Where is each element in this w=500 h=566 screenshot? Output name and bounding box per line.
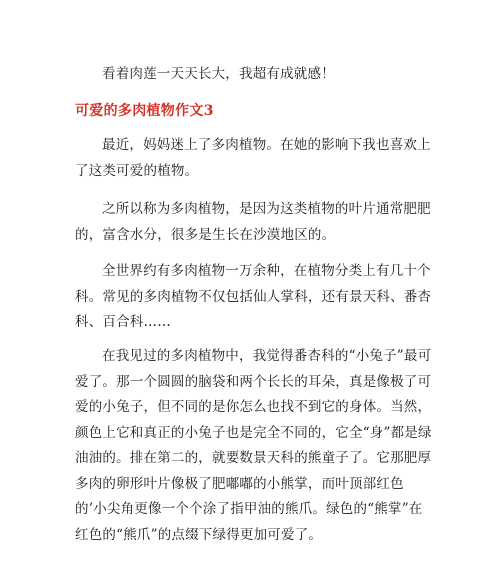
paragraph-4: 在我见过的多肉植物中，我觉得番杏科的“小兔子”最可爱了。那一个圆圆的脑袋和两个长长的耳朵，真是像极了可爱的小兔子，但不同的是你怎么也找不到它的身体。当然，颜色上它和真正的小兔子也是完全不同的，它全“身”都是绿油油的。排在第二的，就要数景天科的熊童子了。它那肥厚多肉的卵形叶片像极了肥嘟嘟的小熊掌，而叶顶部红色的’小尖角更像一个个涂了指甲油的熊爪。绿色的“熊掌”在红色的“熊爪”的点缀下绿得更加可爱了。	[75, 348, 432, 543]
intro-paragraph: 看着肉莲一天天长大，我超有成就感！	[102, 66, 335, 82]
paragraph-2: 之所以称为多肉植物，是因为这类植物的叶片通常肥肥的，富含水分，很多是生长在沙漠地区的。	[75, 201, 431, 243]
section-heading: 可爱的多肉植物作文3	[75, 103, 214, 119]
paragraph-3: 全世界约有多肉植物一万余种，在植物分类上有几十个科。常见的多肉植物不仅包括仙人掌科，还有景天科、番杏科、百合科……	[75, 263, 432, 330]
paragraph-1: 最近，妈妈迷上了多肉植物。在她的影响下我也喜欢上了这类可爱的植物。	[75, 137, 431, 179]
